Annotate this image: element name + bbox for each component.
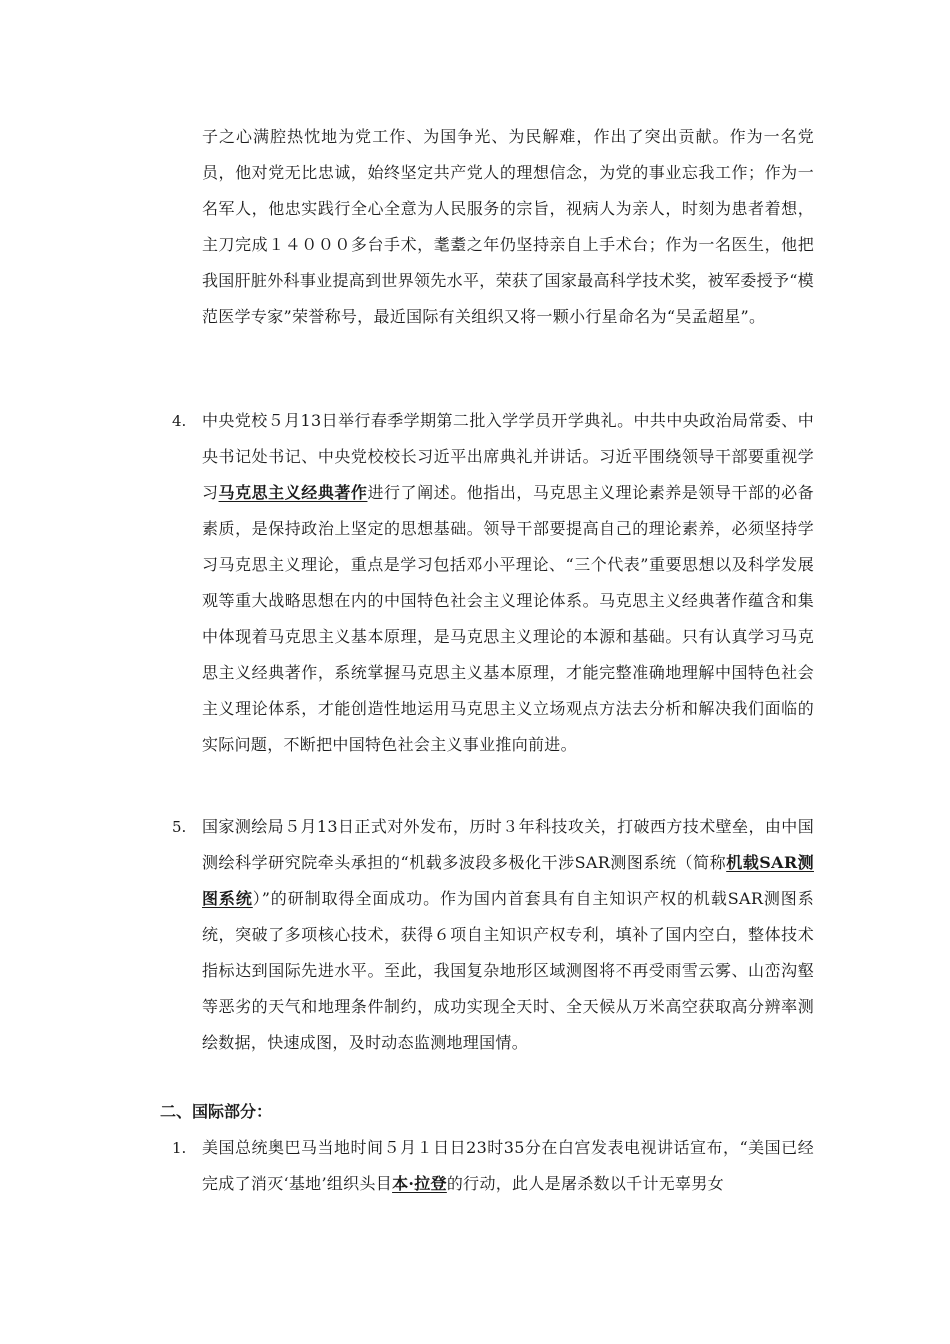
item-5-paragraph: 国家测绘局５月13日正式对外发布，历时３年科技攻关，打破西方技术壁垒，由中国测绘科学研究院牵头承担的“机载多波段多极化干涉SAR测图系统（简称机载SAR测图系统）”的研制取得全面成功。作为国内首套具有自主知识产权的机载SAR测图系统，突破了多项核心技术，获得６项自主知识产权专利，填补了国内空白，整体技术指标达到国际先进水平。至此，我国复杂地形区域测图将不再受雨雪云雾、山峦沟壑等恶劣的天气和地理条件制约，成功实现全天时、全天候从万米高空获取高分辨率测绘数据，快速成图，及时动态监测地理国情。 — [202, 817, 814, 1052]
item-4-number: 4. — [172, 412, 187, 430]
item-5-link[interactable]: 机载SAR测图系统 — [202, 853, 814, 908]
intro-paragraph: 子之心满腔热忱地为党工作、为国争光、为民解难，作出了突出贡献。作为一名党员，他对党无比忠诚，始终坚定共产党人的理想信念，为党的事业忘我工作；作为一名军人，他忠实践行全心全意为人民服务的宗旨，视病人为亲人，时刻为患者着想，主刀完成１４０００多台手术，耄耋之年仍坚持亲自上手术台；作为一名医生，他把我国肝脏外科事业提高到世界领先水平，荣获了国家最高科学技术奖，被军委授予“模范医学专家”荣誉称号，最近国际有关组织又将一颗小行星命名为“吴孟超星”。 — [202, 127, 814, 326]
item-5-number: 5. — [172, 818, 187, 836]
item-4-paragraph: 中央党校５月13日举行春季学期第二批入学学员开学典礼。中共中央政治局常委、中央书记处书记、中央党校校长习近平出席典礼并讲话。习近平围绕领导干部要重视学习马克思主义经典著作进行了阐述。他指出，马克思主义理论素养是领导干部的必备素质，是保持政治上坚定的思想基础。领导干部要提高自己的理论素养，必须坚持学习马克思主义理论，重点是学习包括邓小平理论、“三个代表”重要思想以及科学发展观等重大战略思想在内的中国特色社会主义理论体系。马克思主义经典著作蕴含和集中体现着马克思主义基本原理，是马克思主义理论的本源和基础。只有认真学习马克思主义经典著作，系统掌握马克思主义基本原理，才能完整准确地理解中国特色社会主义理论体系，才能创造性地运用马克思主义立场观点方法去分析和解决我们面临的实际问题，不断把中国特色社会主义事业推向前进。 — [202, 411, 814, 754]
intl-item-1-paragraph: 美国总统奥巴马当地时间５月１日日23时35分在白宫发表电视讲话宣布，“美国已经完成了消灭‘基地’组织头目本·拉登的行动，此人是屠杀数以千计无辜男女 — [202, 1138, 814, 1193]
intl-item-1-number: 1. — [172, 1139, 187, 1157]
intl-item-1-link[interactable]: 本·拉登 — [392, 1174, 447, 1193]
item-4-link[interactable]: 马克思主义经典著作 — [218, 483, 368, 502]
section-heading-international: 二、国际部分： — [160, 1102, 273, 1121]
